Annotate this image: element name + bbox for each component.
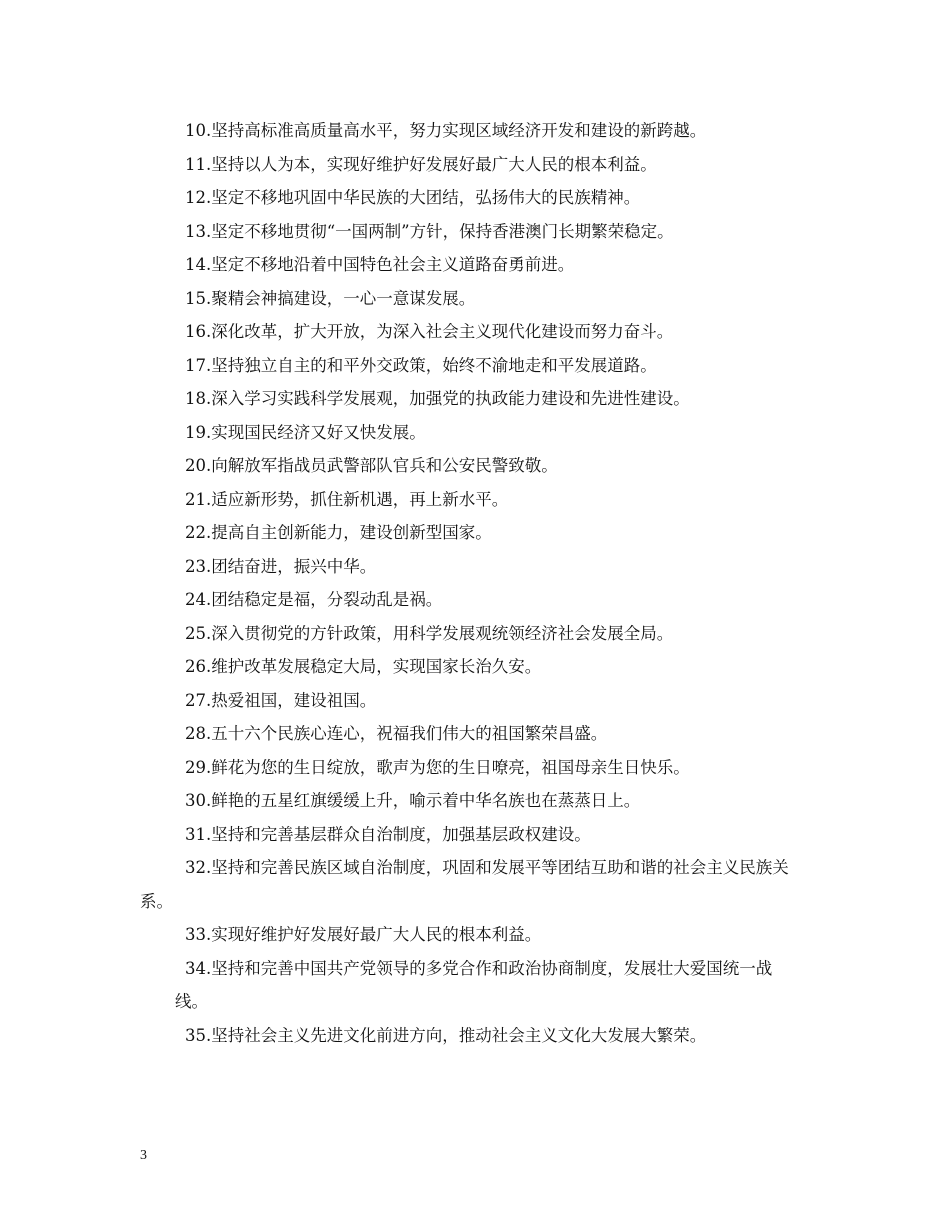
document-body	[140, 114, 820, 1052]
paragraph-24: 24.团结稳定是福，分裂动乱是祸。	[185, 590, 443, 609]
paragraph-13: 13.坚定不移地贯彻“一国两制”方针，保持香港澳门长期繁荣稳定。	[185, 221, 674, 241]
paragraph-17: 17.坚持独立自主的和平外交政策，始终不渝地走和平发展道路。	[185, 355, 657, 375]
paragraph-27: 27.热爱祖国，建设祖国。	[185, 690, 377, 710]
paragraph-16: 16.深化改革，扩大开放，为深入社会主义现代化建设而努力奋斗。	[185, 322, 674, 341]
paragraph-15: 15.聚精会神搞建设，一心一意谋发展。	[185, 288, 476, 308]
page-number: 3	[140, 1148, 147, 1163]
paragraph-33: 33.实现好维护好发展好最广大人民的根本利益。	[185, 925, 542, 944]
paragraph-32: 32.坚持和完善民族区域自治制度，巩固和发展平等团结互助和谐的社会主义民族关系。	[140, 858, 789, 911]
paragraph-31: 31.坚持和完善基层群众自治制度，加强基层政权建设。	[185, 824, 591, 844]
paragraph-11: 11.坚持以人为本，实现好维护好发展好最广大人民的根本利益。	[185, 154, 657, 174]
paragraph-25: 25.深入贯彻党的方针政策，用科学发展观统领经济社会发展全局。	[185, 623, 674, 643]
paragraph-26: 26.维护改革发展稳定大局，实现国家长治久安。	[185, 657, 542, 676]
paragraph-10: 10.坚持高标准高质量高水平，努力实现区域经济开发和建设的新跨越。	[185, 121, 707, 140]
paragraph-29: 29.鲜花为您的生日绽放，歌声为您的生日嘹亮，祖国母亲生日快乐。	[185, 757, 690, 777]
paragraph-19: 19.实现国民经济又好又快发展。	[185, 422, 426, 442]
paragraph-28: 28.五十六个民族心连心，祝福我们伟大的祖国繁荣昌盛。	[185, 724, 608, 743]
paragraph-22: 22.提高自主创新能力，建设创新型国家。	[185, 523, 492, 542]
paragraph-34: 34.坚持和完善中国共产党领导的多党合作和政治协商制度，发展壮大爱国统一战	[185, 958, 773, 978]
paragraph-34-continuation: 线。	[175, 992, 208, 1011]
paragraph-20: 20.向解放军指战员武警部队官兵和公安民警致敬。	[185, 456, 558, 475]
paragraph-14: 14.坚定不移地沿着中国特色社会主义道路奋勇前进。	[185, 255, 575, 274]
paragraph-18: 18.深入学习实践科学发展观，加强党的执政能力建设和先进性建设。	[185, 389, 690, 408]
paragraph-30: 30.鲜艳的五星红旗缓缓上升，喻示着中华名族也在蒸蒸日上。	[185, 791, 641, 810]
paragraph-23: 23.团结奋进，振兴中华。	[185, 556, 377, 576]
paragraph-35: 35.坚持社会主义先进文化前进方向，推动社会主义文化大发展大繁荣。	[185, 1025, 707, 1045]
paragraph-21: 21.适应新形势，抓住新机遇，再上新水平。	[185, 489, 509, 509]
paragraph-12: 12.坚定不移地巩固中华民族的大团结，弘扬伟大的民族精神。	[185, 188, 641, 207]
